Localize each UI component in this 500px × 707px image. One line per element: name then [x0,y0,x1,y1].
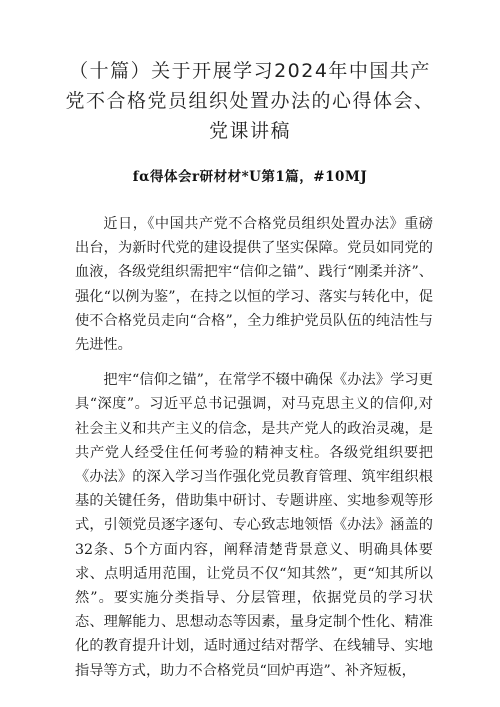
paragraph-1: 近日，《中国共产党不合格党员组织处置办法》重磅出台，为新时代党的建设提供了坚实保障。党员如同党的血液，各级党组织需把牢“信仰之锚”、践行“刚柔并济”、强化“以例为鉴”，在持之以恒的学习、落实与转化中，促使不合格党员走向“合格”，全力维护党员队伍的纯洁性与先进性。 [75,216,433,354]
document-title: （十篇）关于开展学习2024年中国共产党不合格党员组织处置办法的心得体会、党课讲稿 [65,60,435,142]
document-subtitle: fα得体会r研材材*U第1篇，#10MJ [132,169,368,185]
document-body [75,212,433,683]
paragraph-2: 把牢“信仰之锚”，在常学不辍中确保《办法》学习更具“深度”。习近平总书记强调，对马克思主义的信仰,对社会主义和共产主义的信念，是共产党人的政治灵魂，是共产党人经受住任何考验的精神支柱。各级党组织要把《办法》的深入学习当作强化党员教育管理、筑牢组织根基的关键任务，借助集中研讨、专题讲座、实地参观等形式，引领党员逐字逐句、专心致志地领悟《办法》涵盖的32条、5个方面内容，阐释清楚背景意义、明确具体要求、点明适用范围，让党员不仅“知其然”，更“知其所以然”。要实施分类指导、分层管理，依据党员的学习状态、理解能力、思想动态等因素，量身定制个性化、精准化的教育提升计划，适时通过结对帮学、在线辅导、实地指导等方式，助力不合格党员“回炉再造”、补齐短板， [75,372,433,679]
